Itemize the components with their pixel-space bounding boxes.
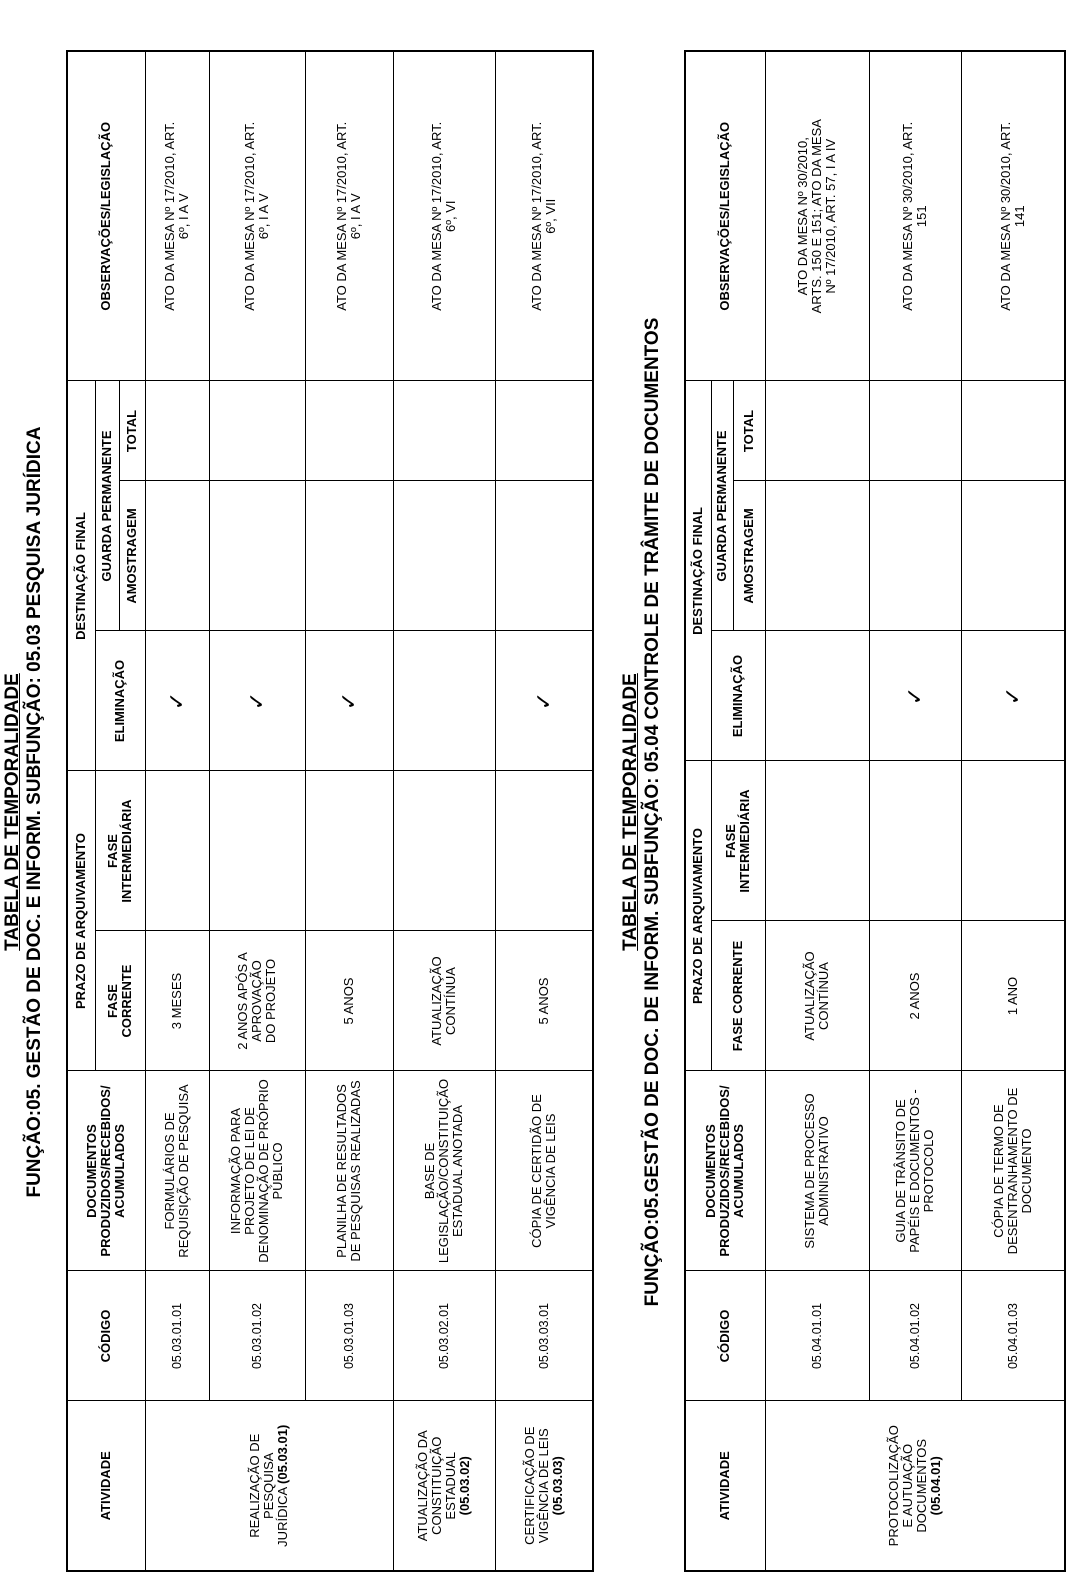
activity-cell: PROTOCOLIZAÇÃO E AUTUAÇÃO DOCUMENTOS (05.04.01): [765, 1401, 1065, 1571]
code-cell: 05.03.03.01: [495, 1271, 593, 1401]
table-row: [495, 51, 593, 1571]
amostragem-cell: [961, 481, 1065, 631]
corrente-cell: ATUALIZAÇÃO CONTÍNUA: [393, 931, 495, 1071]
table-row: [393, 51, 495, 1571]
header-codigo: CÓDIGO: [67, 1271, 145, 1401]
header-fase-intermediaria: FASE INTERMEDIÁRIA: [711, 761, 765, 921]
check-icon: ✓: [869, 631, 961, 761]
activity-cell: REALIZAÇÃO DE PESQUISA JURÍDICA (05.03.01): [145, 1401, 393, 1571]
obs-cell: ATO DA MESA Nº 30/2010, ART. 151: [869, 51, 961, 381]
table1-subtitle: FUNÇÃO:05. GESTÃO DE DOC. E INFORM. SUBFUNÇÃO: 05.03 PESQUISA JURÍDICA: [24, 426, 45, 1198]
obs-cell: ATO DA MESA Nº 17/2010, ART. 6º, VII: [495, 51, 593, 381]
document-cell: FORMULÁRIOS DE REQUISIÇÃO DE PESQUISA: [145, 1071, 209, 1271]
code-cell: 05.03.01.01: [145, 1271, 209, 1401]
header-observacoes: OBSERVAÇÕES/LEGISLAÇÃO: [67, 51, 145, 381]
activity-cell: ATUALIZAÇÃO DA CONSTITUIÇÃO ESTADUAL (05.03.02): [393, 1401, 495, 1571]
header-destinacao: DESTINAÇÃO FINAL: [67, 381, 95, 771]
check-icon: ✓: [495, 631, 593, 771]
intermediaria-cell: [961, 761, 1065, 921]
obs-cell: ATO DA MESA Nº 30/2010, ARTS. 150 E 151; ATO DA MESA Nº 17/2010, ART. 57, I A IV: [765, 51, 869, 381]
header-guarda: GUARDA PERMANENTE: [711, 381, 733, 631]
table-row: [869, 51, 961, 1571]
intermediaria-cell: [305, 771, 393, 931]
total-cell: [869, 381, 961, 481]
total-cell: [393, 381, 495, 481]
header-fase-corrente: FASE CORRENTE: [95, 931, 145, 1071]
document-cell: SISTEMA DE PROCESSO ADMINISTRATIVO: [765, 1071, 869, 1271]
activity-cell: CERTIFICAÇÃO DE VIGÊNCIA DE LEIS (05.03.03): [495, 1401, 593, 1571]
corrente-cell: 2 ANOS APÓS A APROVAÇÃO DO PROJETO: [209, 931, 305, 1071]
amostragem-cell: [305, 481, 393, 631]
table2-subtitle: FUNÇÃO:05.GESTÃO DE DOC. DE INFORM. SUBFUNÇÃO: 05.04 CONTROLE DE TRÂMITE DE DOCUMENTOS: [642, 317, 663, 1307]
header-prazo: PRAZO DE ARQUIVAMENTO: [685, 761, 711, 1071]
table-row: [765, 51, 869, 1571]
header-guarda: GUARDA PERMANENTE: [95, 381, 119, 631]
corrente-cell: 1 ANO: [961, 921, 1065, 1071]
code-cell: 05.04.01.03: [961, 1271, 1065, 1401]
intermediaria-cell: [765, 761, 869, 921]
check-icon: ✓: [145, 631, 209, 771]
document-cell: INFORMAÇÃO PARA PROJETO DE LEI DE DENOMINAÇÃO DE PRÓPRIO PÚBLICO: [209, 1071, 305, 1271]
amostragem-cell: [145, 481, 209, 631]
header-prazo: PRAZO DE ARQUIVAMENTO: [67, 771, 95, 1071]
document-cell: CÓPIA DE TERMO DE DESENTRANHAMENTO DE DOCUMENTO: [961, 1071, 1065, 1271]
corrente-cell: ATUALIZAÇÃO CONTÍNUA: [765, 921, 869, 1071]
check-icon: ✓: [209, 631, 305, 771]
code-cell: 05.04.01.02: [869, 1271, 961, 1401]
table2-title-block: [620, 52, 664, 1572]
header-total: TOTAL: [733, 381, 765, 481]
total-cell: [209, 381, 305, 481]
code-cell: 05.03.01.02: [209, 1271, 305, 1401]
table1-title: TABELA DE TEMPORALIDADE: [2, 673, 23, 951]
document-cell: BASE DE LEGISLAÇÃO/CONSTITUIÇÃO ESTADUAL ANOTADA: [393, 1071, 495, 1271]
obs-cell: ATO DA MESA Nº 17/2010, ART. 6º, I A V: [145, 51, 209, 381]
check-icon: ✓: [961, 631, 1065, 761]
obs-cell: ATO DA MESA Nº 17/2010, ART. 6º, I A V: [209, 51, 305, 381]
amostragem-cell: [393, 481, 495, 631]
table2-title: TABELA DE TEMPORALIDADE: [620, 673, 641, 951]
header-eliminacao: ELIMINAÇÃO: [711, 631, 765, 761]
document-cell: PLANILHA DE RESULTADOS DE PESQUISAS REALIZADAS: [305, 1071, 393, 1271]
header-eliminacao: ELIMINAÇÃO: [95, 631, 145, 771]
table-row: [209, 51, 305, 1571]
header-observacoes: OBSERVAÇÕES/LEGISLAÇÃO: [685, 51, 765, 381]
amostragem-cell: [495, 481, 593, 631]
intermediaria-cell: [495, 771, 593, 931]
document-cell: CÓPIA DE CERTIDÃO DE VIGÊNCIA DE LEIS: [495, 1071, 593, 1271]
amostragem-cell: [765, 481, 869, 631]
table1-title-block: [2, 52, 46, 1572]
header-atividade: ATIVIDADE: [685, 1401, 765, 1571]
eliminacao-cell: [765, 631, 869, 761]
intermediaria-cell: [869, 761, 961, 921]
obs-cell: ATO DA MESA Nº 17/2010, ART. 6º, VI: [393, 51, 495, 381]
check-icon: ✓: [305, 631, 393, 771]
code-cell: 05.04.01.01: [765, 1271, 869, 1401]
obs-cell: ATO DA MESA Nº 30/2010, ART. 141: [961, 51, 1065, 381]
eliminacao-cell: [393, 631, 495, 771]
intermediaria-cell: [393, 771, 495, 931]
header-destinacao: DESTINAÇÃO FINAL: [685, 381, 711, 761]
table-row: [961, 51, 1065, 1571]
code-cell: 05.03.02.01: [393, 1271, 495, 1401]
header-documentos: DOCUMENTOS PRODUZIDOS/RECEBIDOS/ ACUMULADOS: [685, 1071, 765, 1271]
total-cell: [961, 381, 1065, 481]
header-amostragem: AMOSTRAGEM: [733, 481, 765, 631]
total-cell: [495, 381, 593, 481]
total-cell: [765, 381, 869, 481]
header-amostragem: AMOSTRAGEM: [119, 481, 145, 631]
header-codigo: CÓDIGO: [685, 1271, 765, 1401]
table-row: [305, 51, 393, 1571]
obs-cell: ATO DA MESA Nº 17/2010, ART. 6º, I A V: [305, 51, 393, 381]
header-fase-intermediaria: FASE INTERMEDIÁRIA: [95, 771, 145, 931]
total-cell: [305, 381, 393, 481]
document-cell: GUIA DE TRÂNSITO DE PAPÉIS E DOCUMENTOS - PROTOCOLO: [869, 1071, 961, 1271]
table1: [66, 50, 594, 1572]
header-atividade: ATIVIDADE: [67, 1401, 145, 1571]
corrente-cell: 5 ANOS: [495, 931, 593, 1071]
code-cell: 05.03.01.03: [305, 1271, 393, 1401]
corrente-cell: 5 ANOS: [305, 931, 393, 1071]
corrente-cell: 2 ANOS: [869, 921, 961, 1071]
table2: [684, 50, 1066, 1572]
corrente-cell: 3 MESES: [145, 931, 209, 1071]
intermediaria-cell: [145, 771, 209, 931]
amostragem-cell: [209, 481, 305, 631]
total-cell: [145, 381, 209, 481]
amostragem-cell: [869, 481, 961, 631]
header-documentos: DOCUMENTOS PRODUZIDOS/RECEBIDOS/ ACUMULADOS: [67, 1071, 145, 1271]
header-total: TOTAL: [119, 381, 145, 481]
table-row: [145, 51, 209, 1571]
header-fase-corrente: FASE CORRENTE: [711, 921, 765, 1071]
intermediaria-cell: [209, 771, 305, 931]
